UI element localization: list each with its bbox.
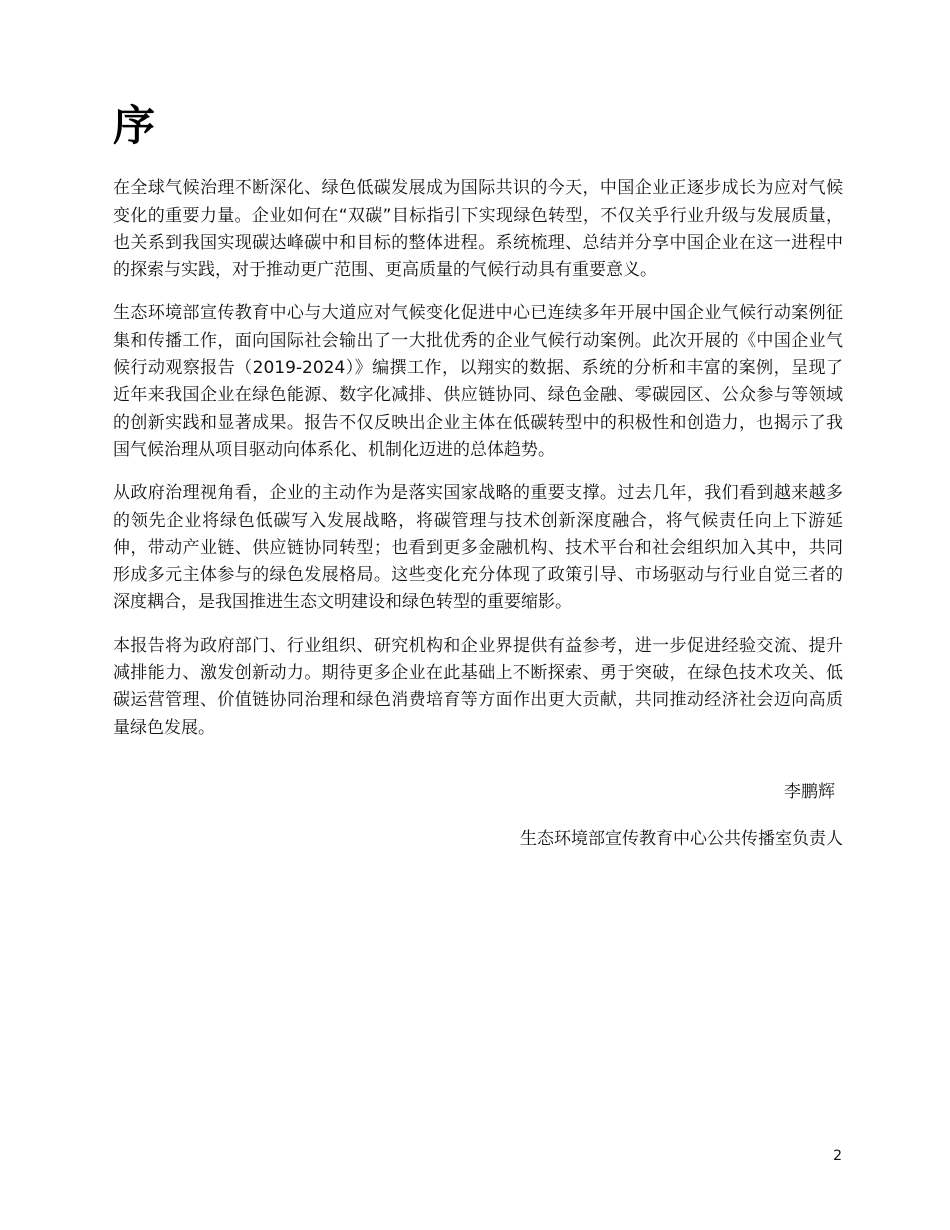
page-title: 序	[113, 101, 157, 150]
signature-affiliation: 生态环境部宣传教育中心公共传播室负责人	[520, 828, 843, 849]
body-paragraph-3: 从政府治理视角看，企业的主动作为是落实国家战略的重要支撑。过去几年，我们看到越来越多的领先企业将绿色低碳写入发展战略，将碳管理与技术创新深度融合，将气候责任向上下游延伸，带动产业链、供应链协同转型；也看到更多金融机构、技术平台和社会组织加入其中，共同形成多元主体参与的绿色发展格局。这些变化充分体现了政策引导、市场驱动与行业自觉三者的深度耦合，是我国推进生态文明建设和绿色转型的重要缩影。	[113, 483, 843, 613]
body-paragraph-2: 生态环境部宣传教育中心与大道应对气候变化促进中心已连续多年开展中国企业气候行动案例征集和传播工作，面向国际社会输出了一大批优秀的企业气候行动案例。此次开展的《中国企业气候行动观察报告（2019-2024）》编撰工作，以翔实的数据、系统的分析和丰富的案例，呈现了近年来我国企业在绿色能源、数字化减排、供应链协同、绿色金融、零碳园区、公众参与等领域的创新实践和显著成果。报告不仅反映出企业主体在低碳转型中的积极性和创造力，也揭示了我国气候治理从项目驱动向体系化、机制化迈进的总体趋势。	[113, 303, 843, 460]
body-paragraph-1: 在全球气候治理不断深化、绿色低碳发展成为国际共识的今天，中国企业正逐步成长为应对气候变化的重要力量。企业如何在“双碳”目标指引下实现绿色转型，不仅关乎行业升级与发展质量，也关系到我国实现碳达峰碳中和目标的整体进程。系统梳理、总结并分享中国企业在这一进程中的探索与实践，对于推动更广范围、更高质量的气候行动具有重要意义。	[113, 178, 843, 281]
signature-block	[113, 779, 843, 853]
body-paragraph-4: 本报告将为政府部门、行业组织、研究机构和企业界提供有益参考，进一步促进经验交流、提升减排能力、激发创新动力。期待更多企业在此基础上不断探索、勇于突破，在绿色技术攻关、低碳运营管理、价值链协同治理和绿色消费培育等方面作出更大贡献，共同推动经济社会迈向高质量绿色发展。	[113, 635, 843, 738]
page-content	[113, 0, 843, 853]
signature-name: 李鹏辉	[784, 781, 835, 802]
page-number: 2	[833, 1148, 842, 1164]
